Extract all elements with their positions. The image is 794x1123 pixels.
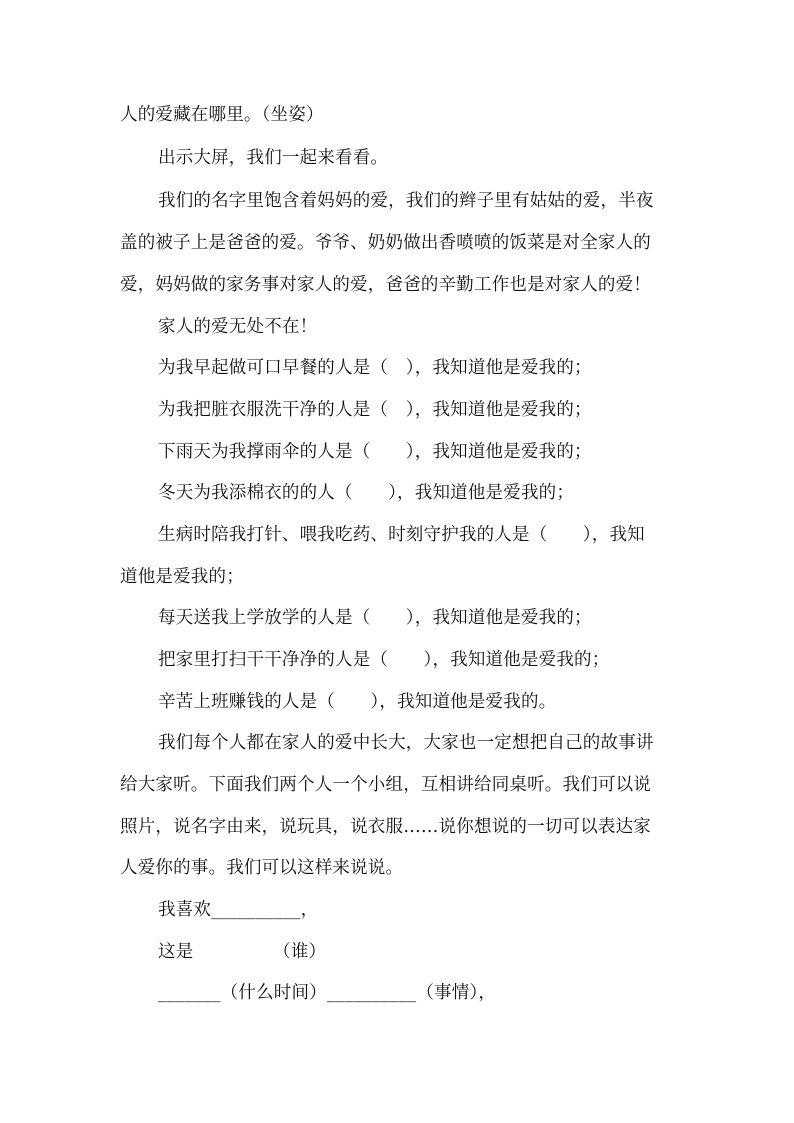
- text-line: 这是 （谁）: [158, 942, 327, 962]
- text-line: 我们的名字里饱含着妈妈的爱，我们的辫子里有姑姑的爱，半夜: [158, 191, 654, 211]
- text-line: 辛苦上班赚钱的人是（ ），我知道他是爱我的。: [158, 692, 557, 712]
- text-line: 生病时陪我打针、喂我吃药、时刻守护我的人是（ ），我知: [158, 525, 645, 545]
- text-line: 照片，说名字由来，说玩具，说衣服……说你想说的一切可以表达家: [120, 817, 651, 837]
- text-line: 给大家听。下面我们两个人一个小组，互相讲给同桌听。我们可以说: [120, 775, 651, 795]
- text-line: 道他是爱我的；: [120, 567, 244, 587]
- text-line: 下雨天为我撑雨伞的人是（ ），我知道他是爱我的；: [158, 442, 592, 462]
- text-line: 我喜欢__________，: [158, 900, 319, 920]
- text-line: 为我把脏衣服洗干净的人是（ ），我知道他是爱我的；: [158, 400, 592, 420]
- text-line: 把家里打扫干干净净的人是（ ），我知道他是爱我的；: [158, 650, 610, 670]
- text-line: 盖的被子上是爸爸的爱。爷爷、奶奶做出香喷喷的饭菜是对全家人的: [120, 233, 651, 253]
- text-line: 人爱你的事。我们可以这样来说说。: [120, 858, 404, 878]
- text-line: 每天送我上学放学的人是（ ），我知道他是爱我的；: [158, 608, 592, 628]
- text-line: 人的爱藏在哪里。（坐姿）: [120, 105, 324, 125]
- text-line: 我们每个人都在家人的爱中长大，大家也一定想把自己的故事讲: [158, 733, 654, 753]
- text-line: 爱，妈妈做的家务事对家人的爱，爸爸的辛勤工作也是对家人的爱！: [120, 275, 651, 295]
- text-line: 出示大屏，我们一起来看看。: [158, 148, 389, 168]
- text-line: 家人的爱无处不在！: [158, 317, 318, 337]
- text-line: 冬天为我添棉衣的的人（ ），我知道他是爱我的；: [158, 483, 575, 503]
- text-line: 为我早起做可口早餐的人是（ ），我知道他是爱我的；: [158, 358, 592, 378]
- text-line: _______（什么时间）__________（事情），: [158, 983, 497, 1003]
